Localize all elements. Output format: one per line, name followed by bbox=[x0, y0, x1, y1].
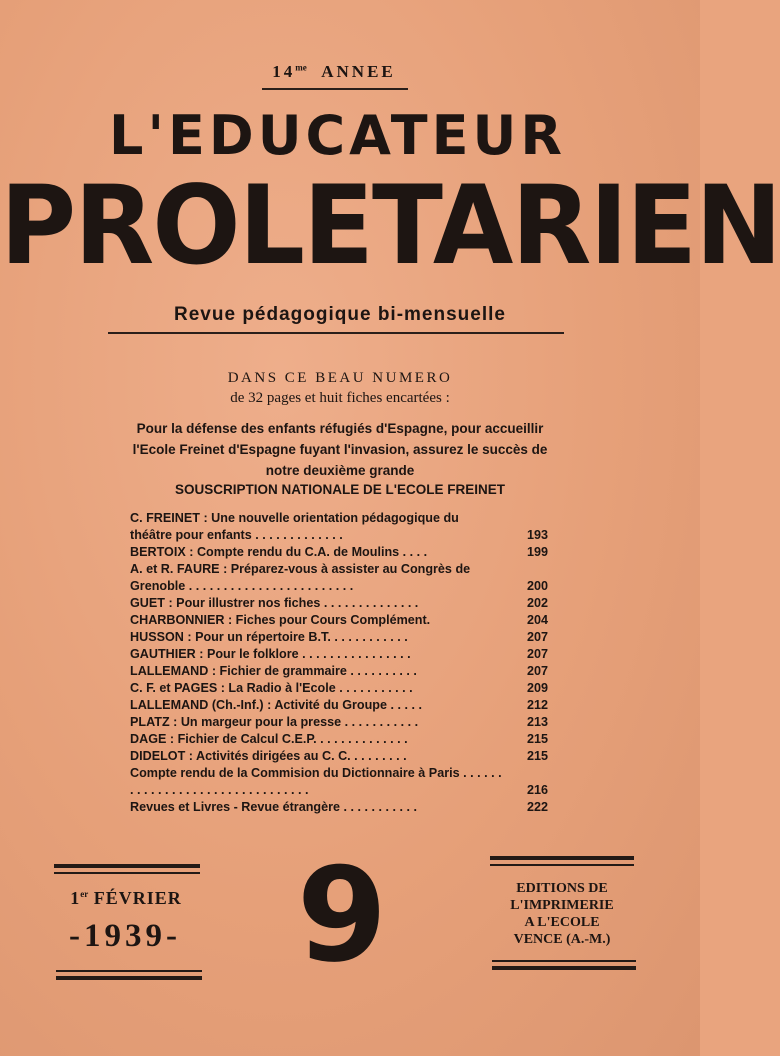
editions-rule-bottom-thin bbox=[492, 960, 636, 962]
toc-entry-text: DIDELOT : Activités dirigées au C. C. . . . . . . . . bbox=[130, 749, 407, 763]
toc-entry bbox=[130, 765, 550, 799]
toc-entry-text: Compte rendu de la Commision du Dictionnaire à Paris . . . . . . . . . . . . . . . . . . . . . . . . . . . . . . . . bbox=[130, 766, 502, 797]
toc-entry bbox=[130, 595, 550, 612]
subtitle: Revue pédagogique bi-mensuelle bbox=[174, 304, 506, 325]
publisher-line: VENCE (A.-M.) bbox=[513, 932, 611, 947]
toc-entry-page: 199 bbox=[526, 545, 548, 559]
toc-entry-page: 215 bbox=[526, 749, 548, 763]
toc-entry-text: GAUTHIER : Pour le folklore . . . . . . . . . . . . . . . . bbox=[130, 647, 411, 661]
toc-entry-text: HUSSON : Pour un répertoire B.T. . . . . . . . . . . . bbox=[130, 630, 408, 644]
toc-entry bbox=[130, 697, 550, 714]
date-rule-bottom-thin bbox=[56, 970, 202, 972]
toc-entry-text: A. et R. FAURE : Préparez-vous à assister au Congrès de Grenoble . . . . . . . . . . . . . . . . . . . . . . . . bbox=[130, 562, 471, 593]
toc-entry-page: 212 bbox=[526, 698, 548, 712]
toc-entry bbox=[130, 544, 550, 561]
publisher-line: A L'ECOLE bbox=[524, 915, 600, 930]
subtitle-underline bbox=[108, 332, 564, 334]
toc-entry-text: DAGE : Fichier de Calcul C.E.P. . . . . . . . . . . . . . bbox=[130, 732, 408, 746]
toc-entry-text: LALLEMAND : Fichier de grammaire . . . . . . . . . . bbox=[130, 664, 417, 678]
toc-entry bbox=[130, 561, 550, 595]
toc-entry-page: 207 bbox=[526, 664, 548, 678]
toc-entry bbox=[130, 714, 550, 731]
volume-year: $14^{me}$ ANNEE bbox=[272, 62, 396, 81]
toc-entry bbox=[130, 680, 550, 697]
editions-rule-top-thin bbox=[490, 864, 634, 866]
toc-entry bbox=[130, 663, 550, 680]
toc-entry bbox=[130, 612, 550, 629]
toc-entry-text: C. F. et PAGES : La Radio à l'Ecole . . . . . . . . . . . bbox=[130, 681, 413, 695]
toc-entry-page: 193 bbox=[526, 528, 548, 542]
publisher-line: EDITIONS DE bbox=[516, 881, 608, 896]
toc-entry-text: PLATZ : Un margeur pour la presse . . . . . . . . . . . bbox=[130, 715, 419, 729]
issue-date: 1er FÉVRIER bbox=[70, 888, 182, 908]
toc-entry-page: 204 bbox=[526, 613, 548, 627]
publisher-block bbox=[490, 880, 634, 948]
date-rule-bottom bbox=[56, 976, 202, 980]
toc-entry-page: 222 bbox=[526, 800, 548, 814]
toc-entry-text: Revues et Livres - Revue étrangère . . . . . . . . . . . bbox=[130, 800, 417, 814]
souscription-heading: SOUSCRIPTION NATIONALE DE L'ECOLE FREINET bbox=[175, 482, 505, 497]
toc-entry bbox=[130, 731, 550, 748]
intro-subheading: de 32 pages et huit fiches encartées : bbox=[230, 390, 450, 406]
toc-entry-text: BERTOIX : Compte rendu du C.A. de Moulins . . . . bbox=[130, 545, 428, 559]
appeal-text: Pour la défense des enfants réfugiés d'Espagne, pour accueillir l'Ecole Freinet d'Espagne fuyant l'invasion, assurez le succès de notre deuxième grande bbox=[132, 421, 548, 478]
toc-entry-page: 207 bbox=[526, 630, 548, 644]
toc-entry-page: 209 bbox=[526, 681, 548, 695]
issue-number: 9 bbox=[296, 839, 388, 991]
toc-entry bbox=[130, 510, 550, 544]
toc-entry bbox=[130, 629, 550, 646]
table-of-contents bbox=[130, 510, 550, 816]
publisher-line: L'IMPRIMERIE bbox=[510, 898, 614, 913]
toc-entry-page: 200 bbox=[526, 579, 548, 593]
year-underline bbox=[262, 88, 408, 90]
date-rule-top bbox=[54, 864, 200, 868]
toc-entry-page: 216 bbox=[526, 783, 548, 797]
toc-entry-page: 213 bbox=[526, 715, 548, 729]
toc-entry-page: 207 bbox=[526, 647, 548, 661]
toc-entry-page: 215 bbox=[526, 732, 548, 746]
toc-entry bbox=[130, 799, 550, 816]
intro-heading: DANS CE BEAU NUMERO bbox=[227, 370, 453, 386]
toc-entry-text: LALLEMAND (Ch.-Inf.) : Activité du Groupe . . . . . bbox=[130, 698, 422, 712]
editions-rule-top bbox=[490, 856, 634, 860]
date-rule-top-thin bbox=[54, 872, 200, 874]
toc-entry-text: GUET : Pour illustrer nos fiches . . . . . . . . . . . . . . bbox=[130, 596, 419, 610]
toc-entry bbox=[130, 646, 550, 663]
masthead-line2: PROLETARIEN bbox=[0, 160, 780, 290]
toc-entry-text: C. FREINET : Une nouvelle orientation pédagogique du théâtre pour enfants . . . . . . . . . . . . . bbox=[130, 511, 459, 542]
editions-rule-bottom bbox=[492, 966, 636, 970]
toc-entry-page: 202 bbox=[526, 596, 548, 610]
toc-entry-text: CHARBONNIER : Fiches pour Cours Complément. bbox=[130, 613, 431, 627]
issue-year: -1939- bbox=[69, 918, 181, 954]
masthead-line1: L'EDUCATEUR bbox=[109, 104, 566, 167]
toc-entry bbox=[130, 748, 550, 765]
